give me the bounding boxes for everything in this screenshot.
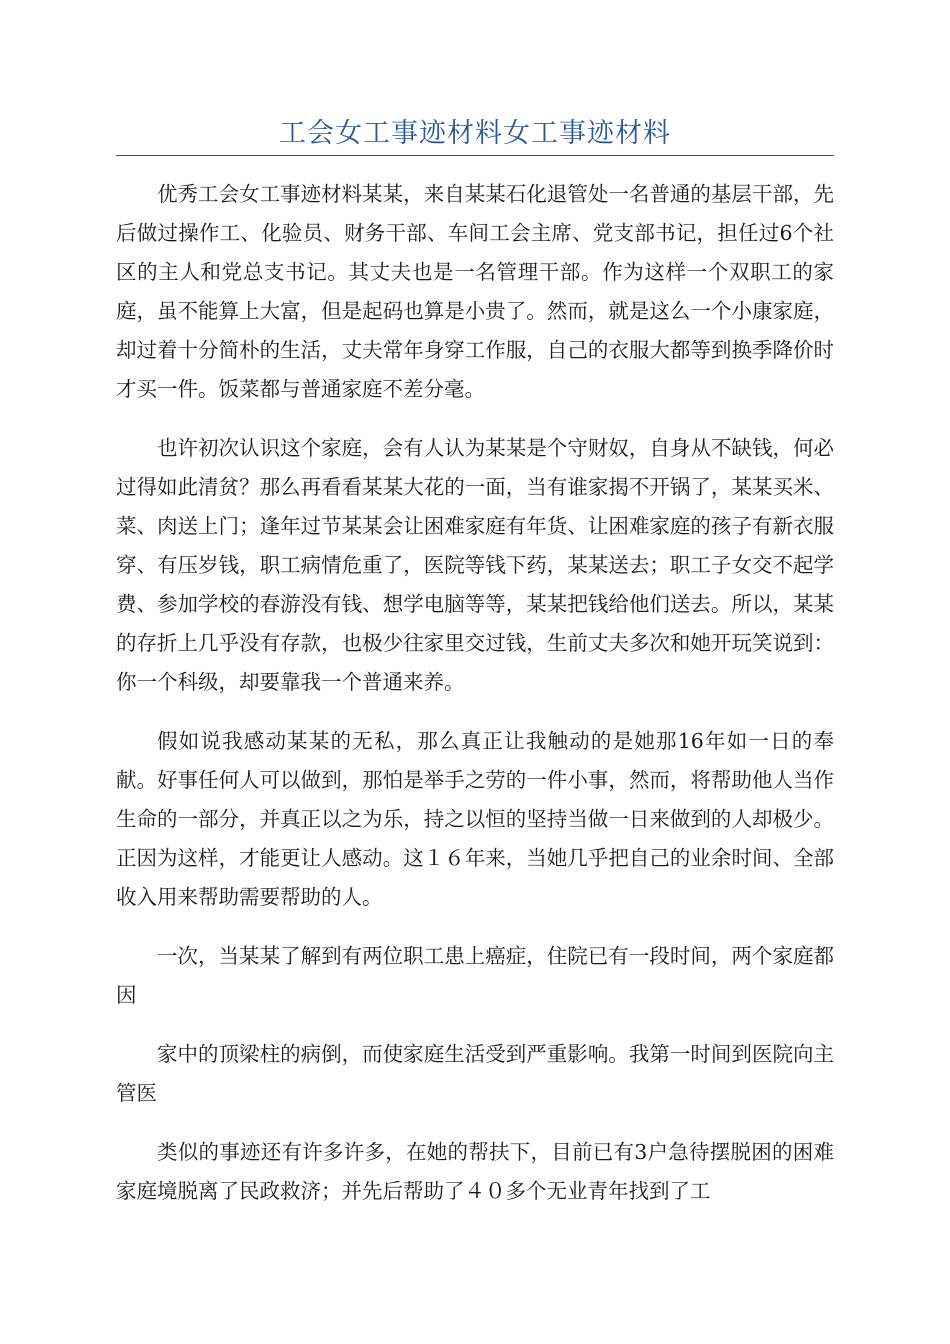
- paragraph-5: 家中的顶梁柱的病倒，而使家庭生活受到严重影响。我第一时间到医院向主管医: [116, 1042, 834, 1105]
- document-body: [116, 175, 834, 1231]
- paragraph-6: 类似的事迹还有许多许多，在她的帮扶下，目前已有3户急待摆脱困的困难家庭境脱离了民政救济；并先后帮助了４０多个无业青年找到了工: [116, 1140, 834, 1203]
- document-title: 工会女工事迹材料女工事迹材料: [279, 118, 671, 149]
- paragraph-1: 优秀工会女工事迹材料某某，来自某某石化退管处一名普通的基层干部，先后做过操作工、化验员、财务干部、车间工会主席、党支部书记，担任过6个社区的主人和党总支书记。其丈夫也是一名管理干部。作为这样一个双职工的家庭，虽不能算上大富，但是起码也算是小贵了。然而，就是这么一个小康家庭，却过着十分简朴的生活，丈夫常年身穿工作服，自己的衣服大都等到换季降价时才买一件。饭菜都与普通家庭不差分毫。: [116, 182, 834, 401]
- paragraph-3: 假如说我感动某某的无私，那么真正让我触动的是她那16年如一日的奉献。好事任何人可以做到，那怕是举手之劳的一件小事，然而，将帮助他人当作生命的一部分，并真正以之为乐，持之以恒的坚持当做一日来做到的人却极少。正因为这样，才能更让人感动。这１６年来，当她几乎把自己的业余时间、全部收入用来帮助需要帮助的人。: [116, 729, 834, 909]
- title-underline: [116, 155, 834, 156]
- paragraph-2: 也许初次认识这个家庭，会有人认为某某是个守财奴，自身从不缺钱，何必过得如此清贫？那么再看看某某大花的一面，当有谁家揭不开锅了，某某买米、菜、肉送上门；逢年过节某某会让困难家庭有年货、让困难家庭的孩子有新衣服穿、有压岁钱，职工病情危重了，医院等钱下药，某某送去；职工子女交不起学费、参加学校的春游没有钱、想学电脑等等，某某把钱给他们送去。所以，某某的存折上几乎没有存款，也极少往家里交过钱，生前丈夫多次和她开玩笑说到：你一个科级，却要靠我一个普通来养。: [116, 436, 834, 694]
- paragraph-4: 一次，当某某了解到有两位职工患上癌症，住院已有一段时间，两个家庭都因: [116, 944, 834, 1007]
